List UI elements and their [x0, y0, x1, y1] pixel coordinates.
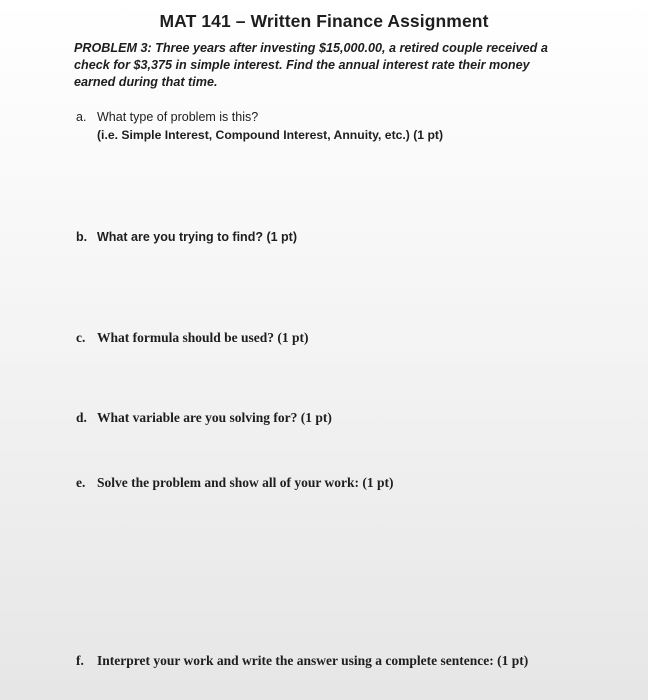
question-c [76, 330, 309, 346]
question-a-hint: (i.e. Simple Interest, Compound Interest, Annuity, etc.) (1 pt) [97, 128, 444, 142]
question-c-text: What formula should be used? (1 pt) [97, 330, 309, 345]
question-d-letter: d. [76, 410, 87, 425]
page-title: MAT 141 – Written Finance Assignment [159, 11, 489, 31]
question-c-letter: c. [76, 330, 86, 345]
question-e-text: Solve the problem and show all of your work: (1 pt) [97, 475, 394, 490]
question-b-letter: b. [76, 230, 88, 244]
question-d-text: What variable are you solving for? (1 pt) [97, 410, 332, 425]
question-e-letter: e. [76, 475, 86, 490]
question-a-letter: a. [76, 110, 87, 124]
question-a [76, 110, 258, 124]
question-f-letter: f. [76, 653, 84, 668]
question-b-text: What are you trying to find? (1 pt) [97, 230, 297, 244]
question-b [76, 230, 297, 244]
question-f-text: Interpret your work and write the answer using a complete sentence: (1 pt) [97, 653, 529, 668]
problem-statement: PROBLEM 3: Three years after investing $15,000.00, a retired couple received a check for $3,375 in simple interest. Find the annual interest rate their money earned during that time. [74, 41, 548, 89]
question-e [76, 475, 394, 491]
question-a-text: What type of problem is this? [97, 110, 259, 124]
question-f [76, 653, 528, 669]
question-d [76, 410, 332, 426]
